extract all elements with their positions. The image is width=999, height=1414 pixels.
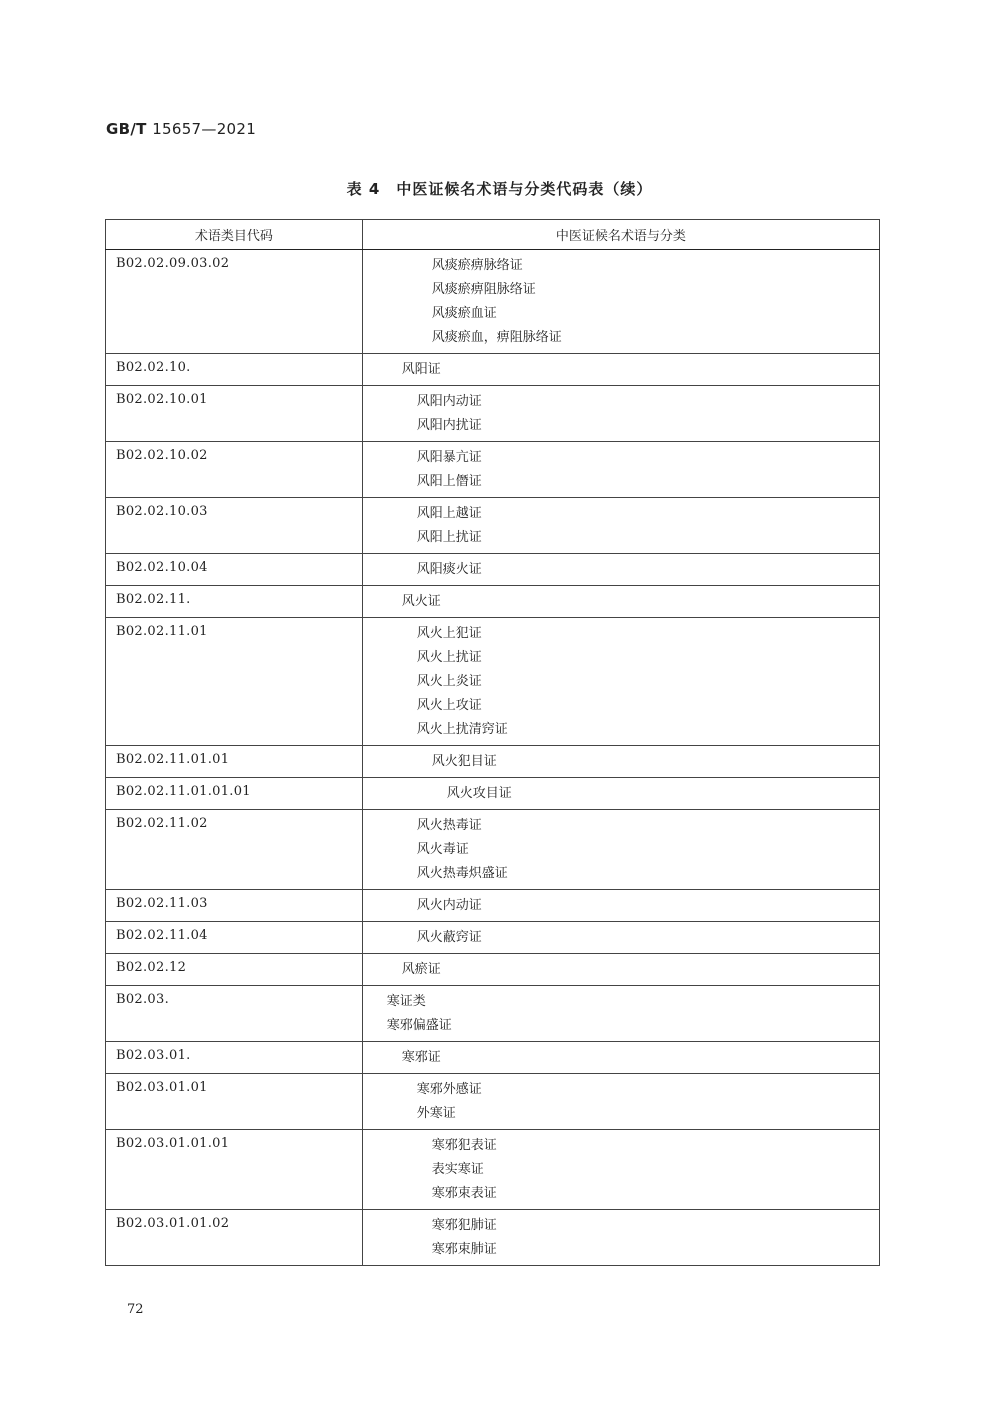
terms-cell: [362, 498, 879, 554]
syndrome-term: 风火上扰清窍证: [416, 722, 508, 737]
syndrome-term: 风火攻目证: [446, 786, 512, 801]
syndrome-term: 外寒证: [416, 1106, 456, 1121]
syndrome-term: 风痰瘀痹阻脉络证: [431, 282, 536, 297]
category-code: B02.02.12: [106, 954, 363, 986]
table-row: [106, 354, 880, 386]
syndrome-term: 风火内动证: [416, 898, 482, 913]
category-code: B02.02.11.01: [106, 618, 363, 746]
syndrome-term: 风火热毒炽盛证: [416, 866, 508, 881]
syndrome-term: 风阳上扰证: [416, 530, 482, 545]
syndrome-term: 风瘀证: [401, 962, 441, 977]
table-row: [106, 1210, 880, 1266]
terms-cell: [362, 586, 879, 618]
syndrome-term: 风阳内扰证: [416, 418, 482, 433]
syndrome-term: 风火上炎证: [416, 674, 482, 689]
table-row: [106, 890, 880, 922]
column-header-code: 术语类目代码: [106, 220, 363, 250]
syndrome-term: 风阳痰火证: [416, 562, 482, 577]
syndrome-term: 风火上犯证: [416, 626, 482, 641]
standard-number: 15657—2021: [152, 120, 257, 138]
terms-cell: [362, 442, 879, 498]
category-code: B02.02.11.01.01: [106, 746, 363, 778]
page-number: 72: [127, 1302, 144, 1317]
category-code: B02.02.11.: [106, 586, 363, 618]
table-row: [106, 954, 880, 986]
table-row: [106, 922, 880, 954]
table-row: [106, 442, 880, 498]
syndrome-term: 风火证: [401, 594, 441, 609]
category-code: B02.02.10.03: [106, 498, 363, 554]
category-code: B02.02.10.: [106, 354, 363, 386]
category-code: B02.02.11.03: [106, 890, 363, 922]
standard-code: [106, 120, 256, 138]
category-code: B02.02.11.04: [106, 922, 363, 954]
category-code: B02.03.: [106, 986, 363, 1042]
table-row: [106, 554, 880, 586]
terms-cell: [362, 250, 879, 354]
table-row: [106, 1074, 880, 1130]
syndrome-term: 寒邪证: [401, 1050, 441, 1065]
syndrome-term: 寒证类: [386, 994, 426, 1009]
table-row: [106, 618, 880, 746]
terms-cell: [362, 386, 879, 442]
syndrome-term: 风痰瘀痹脉络证: [431, 258, 523, 273]
terms-cell: [362, 810, 879, 890]
table-row: [106, 746, 880, 778]
column-header-terms: 中医证候名术语与分类: [362, 220, 879, 250]
terms-cell: [362, 554, 879, 586]
terms-cell: [362, 746, 879, 778]
table-row: [106, 810, 880, 890]
syndrome-term: 风阳证: [401, 362, 441, 377]
category-code: B02.02.10.04: [106, 554, 363, 586]
table-row: [106, 586, 880, 618]
category-code: B02.03.01.01: [106, 1074, 363, 1130]
terms-cell: [362, 354, 879, 386]
terms-cell: [362, 1130, 879, 1210]
table-row: [106, 250, 880, 354]
syndrome-term: 风火上攻证: [416, 698, 482, 713]
table-row: [106, 986, 880, 1042]
syndrome-term: 寒邪束表证: [431, 1186, 497, 1201]
terms-cell: [362, 778, 879, 810]
syndrome-term: 风痰瘀血，痹阻脉络证: [431, 330, 562, 345]
syndrome-term: 风火毒证: [416, 842, 469, 857]
syndrome-term: 风火蔽窍证: [416, 930, 482, 945]
syndrome-term: 风阳上越证: [416, 506, 482, 521]
terms-cell: [362, 986, 879, 1042]
code-table: [105, 219, 880, 1266]
terms-cell: [362, 1074, 879, 1130]
category-code: B02.02.09.03.02: [106, 250, 363, 354]
syndrome-term: 风阳暴亢证: [416, 450, 482, 465]
table-title: 表 4 中医证候名术语与分类代码表（续）: [346, 180, 653, 198]
table-row: [106, 498, 880, 554]
table-header-row: [106, 220, 880, 250]
terms-cell: [362, 618, 879, 746]
terms-cell: [362, 954, 879, 986]
category-code: B02.02.10.02: [106, 442, 363, 498]
table-row: [106, 1130, 880, 1210]
terms-cell: [362, 1210, 879, 1266]
syndrome-term: 寒邪偏盛证: [386, 1018, 452, 1033]
table-row: [106, 386, 880, 442]
table-row: [106, 1042, 880, 1074]
syndrome-term: 风火犯目证: [431, 754, 497, 769]
category-code: B02.02.11.02: [106, 810, 363, 890]
table-body: [106, 250, 880, 1266]
syndrome-term: 风阳上僭证: [416, 474, 482, 489]
syndrome-term: 寒邪犯表证: [431, 1138, 497, 1153]
category-code: B02.03.01.: [106, 1042, 363, 1074]
category-code: B02.02.10.01: [106, 386, 363, 442]
syndrome-term: 风痰瘀血证: [431, 306, 497, 321]
syndrome-term: 寒邪束肺证: [431, 1242, 497, 1257]
standard-prefix: GB/T: [106, 120, 147, 138]
syndrome-term: 风火上扰证: [416, 650, 482, 665]
category-code: B02.03.01.01.01: [106, 1130, 363, 1210]
syndrome-term: 表实寒证: [431, 1162, 484, 1177]
terms-cell: [362, 1042, 879, 1074]
terms-cell: [362, 922, 879, 954]
category-code: B02.03.01.01.02: [106, 1210, 363, 1266]
syndrome-term: 寒邪外感证: [416, 1082, 482, 1097]
table-row: [106, 778, 880, 810]
category-code: B02.02.11.01.01.01: [106, 778, 363, 810]
terms-cell: [362, 890, 879, 922]
syndrome-term: 寒邪犯肺证: [431, 1218, 497, 1233]
syndrome-term: 风阳内动证: [416, 394, 482, 409]
syndrome-term: 风火热毒证: [416, 818, 482, 833]
